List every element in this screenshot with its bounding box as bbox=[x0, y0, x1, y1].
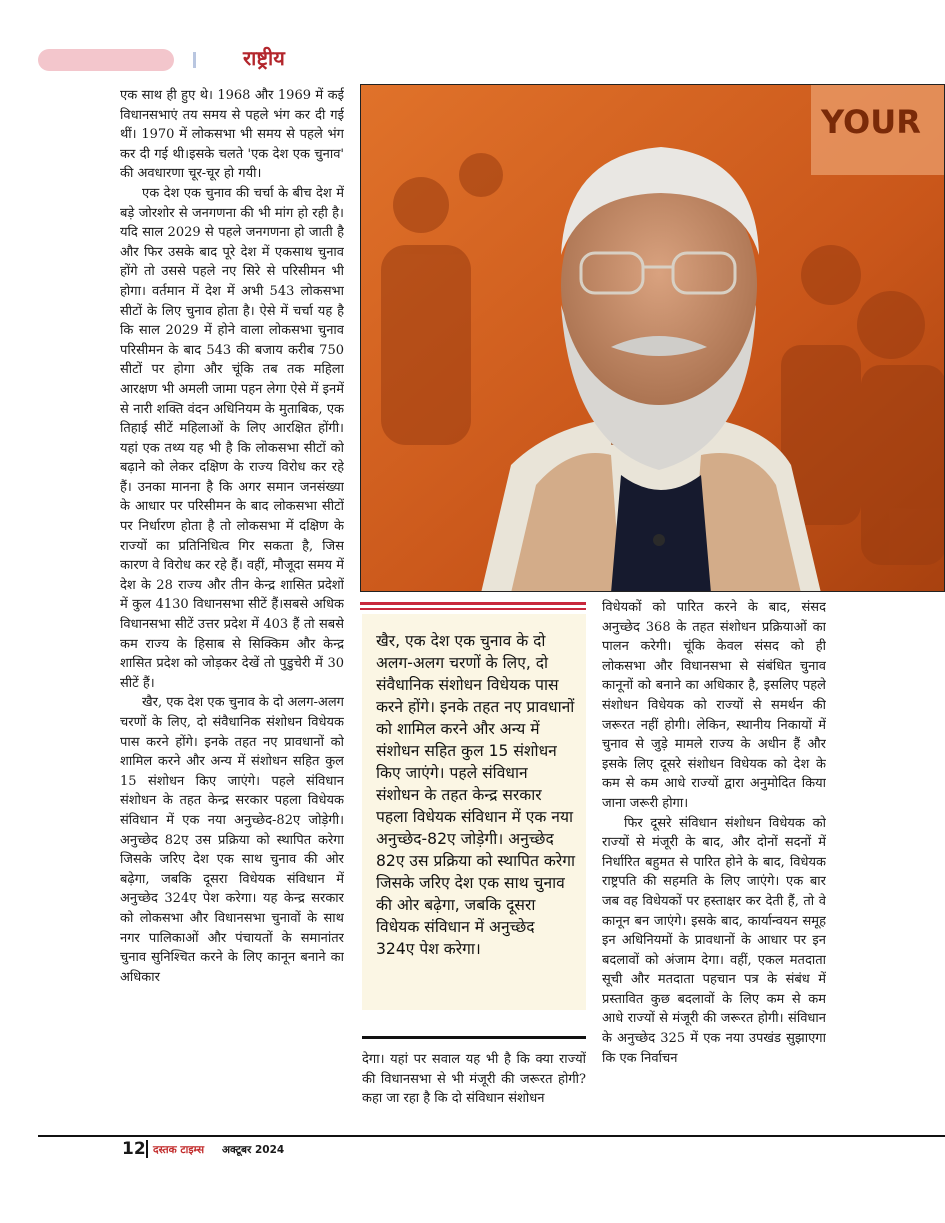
footer-divider bbox=[146, 1140, 148, 1158]
header-divider bbox=[193, 52, 196, 68]
pull-quote-text: खैर, एक देश एक चुनाव के दो अलग-अलग चरणों के लिए, दो संवैधानिक संशोधन विधेयक पास करने होंगे। इनके तहत नए प्रावधानों को शामिल करने और अन्य में संशोधन सहित कुल 15 संशोधन किए जाएंगे। पहले संविधान संशोधन के तहत केन्द्र सरकार पहला विधेयक संविधान में एक नया अनुच्छेद-82ए जोड़ेगी। अनुच्छेद 82ए उस प्रक्रिया को स्थापित करेगा जिसके जरिए देश एक साथ चुनाव की ओर बढ़ेगा, जबकि दूसरा विधेयक संविधान में अनुच्छेद 324ए पेश करेगा। bbox=[376, 632, 576, 958]
col1-paragraph-3: खैर, एक देश एक चुनाव के दो अलग-अलग चरणों के लिए, दो संवैधानिक संशोधन विधेयक पास करने होंगे। इनके तहत नए प्रावधानों को शामिल करने और अन्य में संशोधन सहित कुल 15 संशोधन किए जाएंगे। पहले संविधान संशोधन के तहत केन्द्र सरकार पहला विधेयक संविधान में एक नया अनुच्छेद-82ए जोड़ेगी। अनुच्छेद 82ए उस प्रक्रिया को स्थापित करेगा जिसके जरिए देश एक साथ चुनाव की ओर बढ़ेगा, जबकि दूसरा विधेयक संविधान में अनुच्छेद 324ए पेश करेगा। यह केन्द्र सरकार को लोकसभा और विधानसभा चुनावों के साथ नगर पालिकाओं और पंचायतों के समानांतर चुनाव सुनिश्चित करने के लिए कानून बनाने का अधिकार bbox=[120, 695, 344, 985]
quote-top-rule-thin bbox=[360, 608, 586, 610]
article-photo bbox=[360, 84, 945, 592]
col3-paragraph-2: फिर दूसरे संविधान संशोधन विधेयक को राज्यों से मंजूरी के बाद, और दोनों सदनों में निर्धारित बहुमत से पारित होने के बाद, विधेयक राष्ट्रपति की सहमति के लिए जाएंगे। एक बार जब वह विधेयकों पर हस्ताक्षर कर देती हैं, तो वे कानून बन जाएंगे। इसके बाद, कार्यान्वयन समूह इन अधिनियमों के प्रावधानों के आधार पर इन बदलावों को अंजाम देगा। वहीं, एकल मतदाता सूची और मतदाता पहचान पत्र के संबंध में प्रस्तावित कुछ बदलावों के लिए कम से कम आधे राज्यों से मंजूरी की जरूरत होगी। संविधान के अनुच्छेद 325 में एक नया उपखंड सुझाएगा कि एक निर्वाचन bbox=[602, 815, 826, 1066]
section-title: राष्ट्रीय bbox=[243, 46, 285, 70]
issue-month: अक्टूबर 2024 bbox=[222, 1144, 285, 1156]
article-column-2-bottom bbox=[362, 1050, 586, 1125]
col3-paragraph-1: विधेयकों को पारित करने के बाद, संसद अनुच्छेद 368 के तहत संशोधन प्रक्रियाओं का पालन करेगी। चूंकि केवल संसद को ही लोकसभा और विधानसभा से संबंधित चुनाव कानूनों को बनाने का अधिकार है, इसलिए पहले संशोधन विधेयक को राज्यों से समर्थन की जरूरत नहीं होगी। लेकिन, स्थानीय निकायों में चुनाव से जुड़े मामले राज्य के अधीन हैं और इसके लिए दूसरे संशोधन विधेयक को देश के कम से कम आधे राज्यों द्वारा अनुमोदित किया जाना जरूरी होगा। bbox=[602, 600, 826, 811]
article-column-1 bbox=[120, 86, 344, 1128]
page-number: 12 bbox=[122, 1139, 146, 1159]
sign-text: YOUR bbox=[821, 103, 921, 141]
col1-paragraph-2: एक देश एक चुनाव की चर्चा के बीच देश में बड़े जोरशोर से जनगणना की भी मांग हो रही है। यदि साल 2029 से पहले जनगणना हो जाती है और फिर उसके बाद पूरे देश में एकसाथ चुनाव होंगे तो उससे पहले नए सिरे से परिसीमन भी होगा। वर्तमान में देश में अभी 543 लोकसभा सीटों के लिए चुनाव होता है। ऐसे में चर्चा यह है कि साल 2029 में होने वाला लोकसभा चुनाव परिसीमन के बाद 543 की बजाय करीब 750 सीटों पर होगा और चूंकि तब तक महिला आरक्षण भी अमली जामा पहन लेगा ऐसे में इनमें से नारी शक्ति वंदन अधिनियम के मुताबिक, एक तिहाई सीटें महिलाओं के लिए आरक्षित होंगी। यहां एक तथ्य यह भी है कि लोकसभा सीटों को बढ़ाने को लेकर दक्षिण के राज्य विरोध कर रहे हैं। उनका मानना है कि अगर समान जनसंख्या के आधार पर परिसीमन के बाद लोकसभा सीटों पर निर्धारण होता है तो लोकसभा में दक्षिण के राज्यों का प्रतिनिधित्व गिर सकता है, जिस कारण वे विरोध कर रहे हैं। वहीं, मौजूदा समय में देश के 28 राज्य और तीन केन्द्र शासित प्रदेशों में कुल 4130 विधानसभा सीटें हैं।सबसे अधिक विधानसभा सीटें उत्तर प्रदेश में 403 हैं तो सबसे कम राज्य के हिसाब से सिक्किम और केन्द्र शासित प्रदेश को जोड़कर देखें तो पुडुचेरी में 30 सीटें हैं। bbox=[120, 185, 344, 691]
quote-top-rule bbox=[360, 602, 586, 605]
col2-paragraph: देगा। यहां पर सवाल यह भी है कि क्या राज्यों की विधानसभा से भी मंजूरी की जरूरत होगी? कहा जा रहा है कि दो संविधान संशोधन bbox=[362, 1052, 586, 1107]
section-tag-pill bbox=[38, 49, 174, 71]
article-column-3 bbox=[602, 598, 826, 1108]
footer-rule bbox=[38, 1135, 945, 1137]
col1-paragraph-1: एक साथ ही हुए थे। 1968 और 1969 में कई विधानसभाएं तय समय से पहले भंग कर दी गई थीं। 1970 में लोकसभा भी समय से पहले भंग कर दी गई थी।इसके चलते 'एक देश एक चुनाव' की अवधारणा चूर-चूर हो गयी। bbox=[120, 88, 344, 182]
publication-logo: दस्तक टाइम्स bbox=[153, 1144, 205, 1156]
quote-bottom-rule bbox=[362, 1036, 586, 1039]
portrait-illustration bbox=[361, 85, 945, 592]
